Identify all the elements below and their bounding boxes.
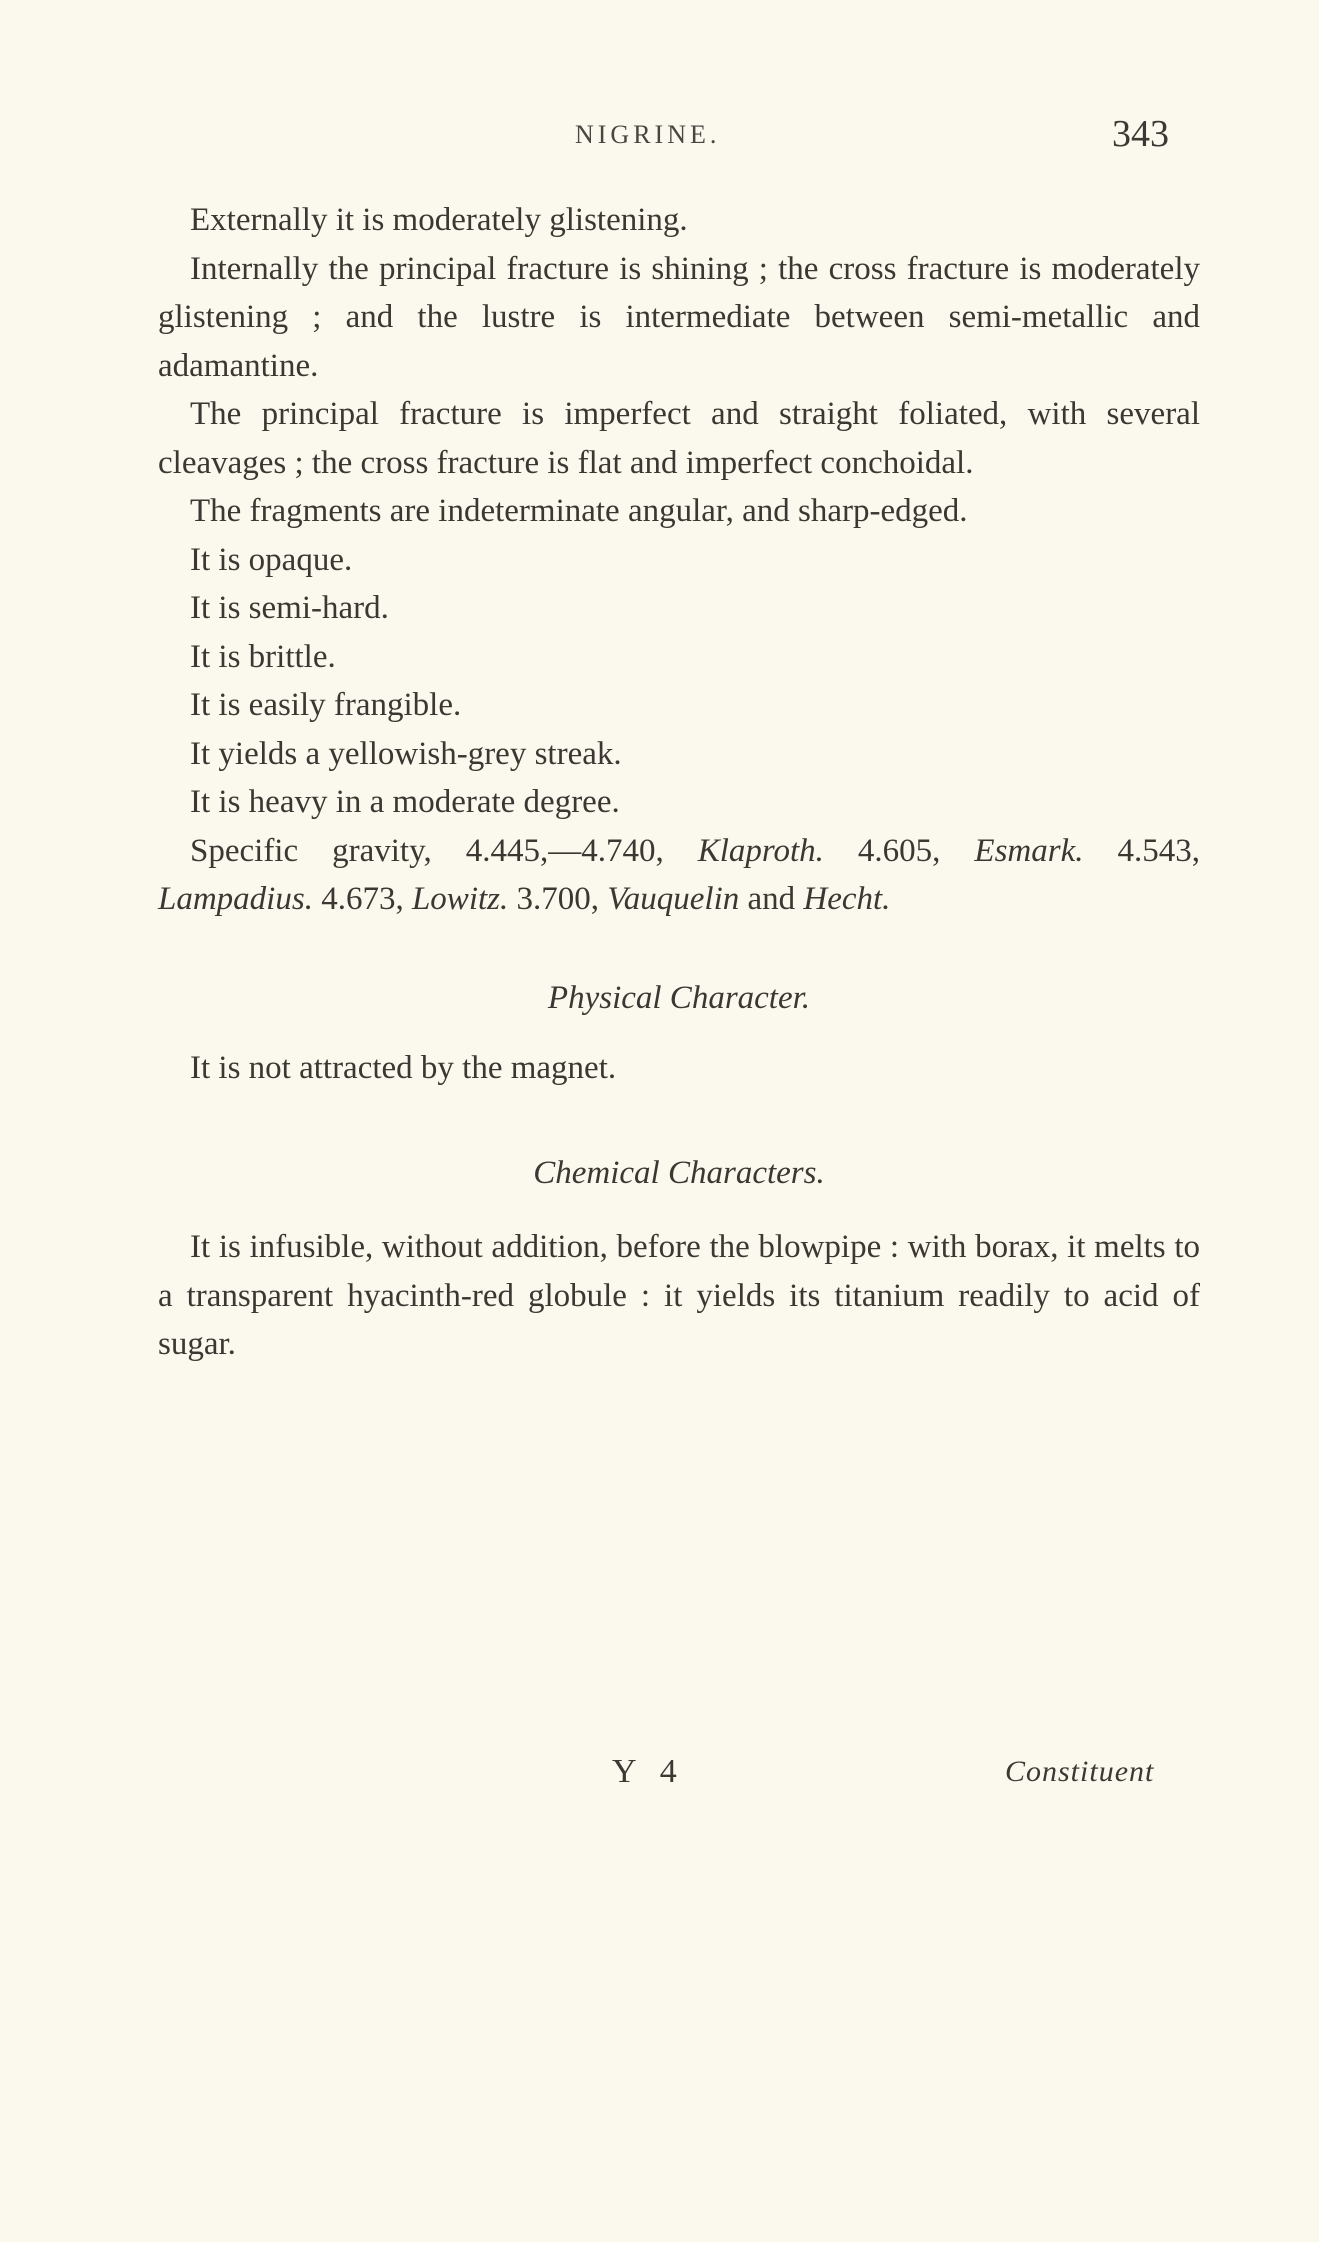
paragraph-magnet: It is not attracted by the magnet.	[190, 1050, 617, 1086]
body-text	[158, 196, 1200, 1369]
running-title: NIGRINE.	[575, 120, 721, 149]
paragraph-external-lustre: Externally it is moderately glistening.	[190, 202, 688, 238]
sg-sep2: 4.543,	[1083, 832, 1200, 869]
sg-sep1: 4.605,	[823, 832, 975, 869]
paragraph-fragments: The fragments are indeterminate angular, and sharp-edged.	[190, 493, 968, 529]
paragraph-weight: It is heavy in a moderate degree.	[190, 784, 620, 820]
paragraph-streak: It yields a yellowish-grey streak.	[190, 735, 622, 772]
sg-esmark: Esmark.	[974, 832, 1084, 869]
sg-sep4: 3.700,	[508, 881, 608, 917]
sg-and: and	[739, 881, 804, 917]
sg-hecht: Hecht.	[803, 881, 891, 917]
paragraph-hardness: It is semi-hard.	[190, 590, 389, 626]
physical-character-heading: Physical Character.	[547, 979, 811, 1016]
running-head	[0, 112, 1319, 162]
sg-lowitz: Lowitz.	[411, 881, 509, 917]
sg-lampadius: Lampadius.	[158, 881, 313, 917]
paragraph-opaque: It is opaque.	[190, 541, 353, 578]
paragraph-brittle: It is brittle.	[190, 638, 336, 675]
sg-vauquelin: Vauquelin	[607, 881, 740, 917]
paragraph-specific-gravity	[158, 827, 1200, 924]
sg-klaproth: Klaproth.	[697, 832, 824, 869]
sg-intro: Specific gravity, 4.445,—4.740,	[190, 832, 698, 869]
catchword: Constituent	[1005, 1755, 1155, 1788]
paragraph-internal-lustre: Internally the principal fracture is shining ; the cross fracture is moderately glistening ; and the lustre is intermediate between semi-metallic and adamantine.	[158, 250, 1200, 384]
page-number: 343	[1112, 113, 1169, 155]
sg-sep3: 4.673,	[312, 881, 412, 917]
signature-mark: Y 4	[612, 1753, 685, 1790]
chemical-characters-heading: Chemical Characters.	[533, 1154, 825, 1191]
paragraph-chemical: It is infusible, without addition, before the blowpipe : with borax, it melts to a transparent hyacinth-red globule : it yields its titanium readily to acid of sugar.	[158, 1229, 1200, 1362]
paragraph-fracture: The principal fracture is imperfect and straight foliated, with several cleavages ; the cross fracture is flat and imperfect conchoidal.	[158, 396, 1200, 481]
paragraph-frangible: It is easily frangible.	[190, 687, 462, 723]
page-footer	[0, 1753, 1319, 1803]
